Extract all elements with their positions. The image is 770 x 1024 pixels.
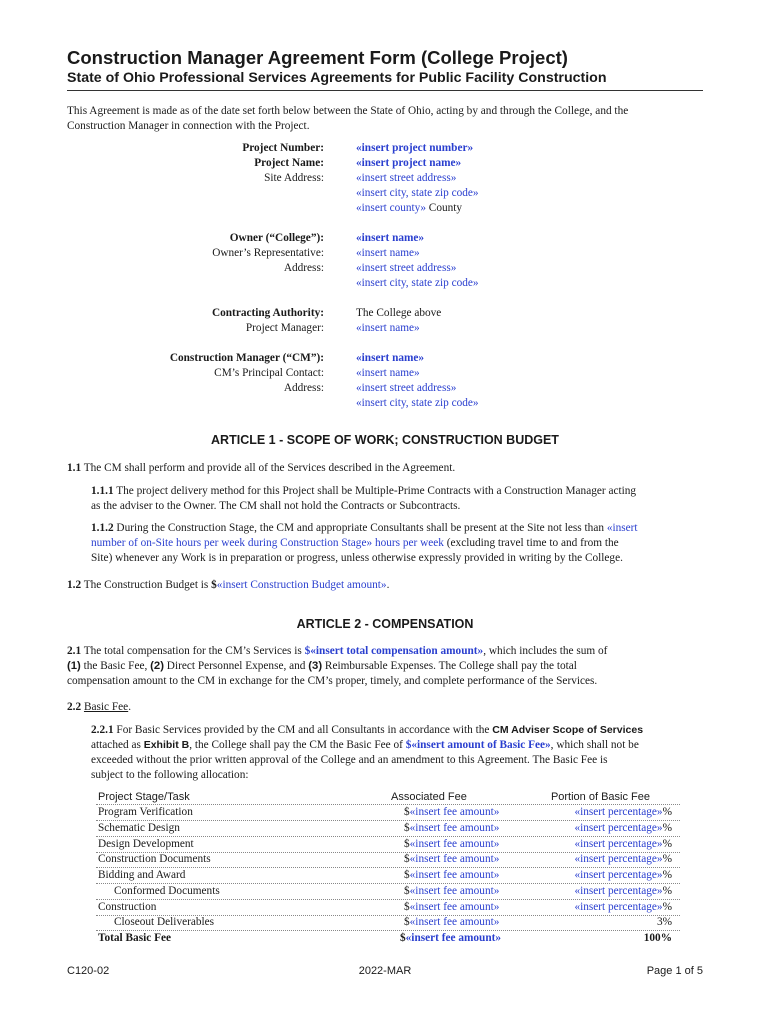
site-address-label: Site Address: bbox=[264, 172, 324, 184]
fee-amount-field[interactable]: «insert fee amount» bbox=[409, 837, 500, 850]
owner-street-value[interactable]: «insert street address» bbox=[356, 262, 457, 274]
paragraph-1-1 bbox=[67, 461, 703, 476]
total-fee bbox=[400, 931, 501, 946]
associated-fee bbox=[404, 915, 499, 930]
paragraph-2-2-1 bbox=[91, 723, 703, 783]
site-city-value[interactable]: «insert city, state zip code» bbox=[356, 187, 479, 199]
owner-rep-value[interactable]: «insert name» bbox=[356, 247, 420, 259]
paragraph-text: The project delivery method for this Project shall be Multiple-Prime Contracts with a Construction Manager acting bbox=[113, 485, 637, 497]
allocation-total-row bbox=[96, 931, 680, 947]
intro-line-2: Construction Manager in connection with the Project. bbox=[67, 120, 310, 132]
county-suffix: County bbox=[425, 202, 463, 214]
dollar-sign: $ bbox=[404, 837, 410, 850]
owner-address-label: Address: bbox=[283, 262, 324, 274]
stage-name: Schematic Design bbox=[98, 821, 180, 834]
allocation-row bbox=[96, 805, 680, 821]
document-subtitle: State of Ohio Professional Services Agreements for Public Facility Construction bbox=[67, 70, 607, 86]
portion-of-fee bbox=[574, 884, 672, 899]
paragraph-text: During the Construction Stage, the CM and appropriate Consultants shall be present at the Site not less than bbox=[113, 522, 607, 534]
dollar-sign: $ bbox=[404, 916, 410, 929]
percent-sign: % bbox=[662, 869, 672, 881]
paragraph-1-1-2 bbox=[91, 521, 703, 566]
percent-sign: % bbox=[662, 821, 672, 834]
dollar-sign: $ bbox=[404, 900, 410, 913]
article-2-heading: ARTICLE 2 - COMPENSATION bbox=[296, 617, 474, 631]
paragraph-text: Site) whenever any Work is in preparation or progress, unless otherwise expressly provided in writing by the College. bbox=[91, 552, 623, 564]
cm-address-label: Address: bbox=[283, 382, 324, 394]
document-title: Construction Manager Agreement Form (College Project) bbox=[67, 47, 568, 68]
intro-line-1: This Agreement is made as of the date set forth below between the State of Ohio, acting by and through the College, and the bbox=[67, 105, 629, 117]
paragraph-text: The total compensation for the CM’s Services is bbox=[81, 645, 305, 657]
fee-amount-field[interactable]: «insert fee amount» bbox=[409, 900, 500, 913]
percent-sign: % bbox=[662, 900, 672, 913]
project-manager-value[interactable]: «insert name» bbox=[356, 322, 420, 334]
percent-sign: % bbox=[662, 884, 672, 897]
authority-value: The College above bbox=[356, 307, 442, 319]
paragraph-text: subject to the following allocation: bbox=[91, 769, 249, 781]
percentage-field[interactable]: «insert percentage» bbox=[574, 853, 663, 866]
owner-name-value[interactable]: «insert name» bbox=[356, 232, 425, 244]
site-county-value[interactable] bbox=[356, 201, 462, 216]
percentage-field: 3% bbox=[656, 916, 672, 929]
title-rule bbox=[67, 90, 703, 91]
project-number-label: Project Number: bbox=[242, 142, 324, 154]
hours-field-cont[interactable]: number of on-Site hours per week during Construction Stage» hours per week bbox=[91, 537, 444, 549]
period: . bbox=[386, 579, 390, 591]
column-header-fee: Associated Fee bbox=[391, 791, 467, 803]
allocation-row bbox=[96, 900, 680, 916]
stage-name: Bidding and Award bbox=[98, 869, 186, 881]
paragraph-text: (excluding travel time to and from the bbox=[443, 537, 619, 549]
percentage-field[interactable]: «insert percentage» bbox=[574, 884, 663, 897]
paragraph-text: , the College shall pay the CM the Basic Fee of bbox=[189, 739, 406, 751]
paragraph-text: attached as bbox=[91, 739, 144, 751]
total-percentage: 100% bbox=[643, 932, 672, 944]
associated-fee bbox=[404, 868, 499, 883]
percentage-field[interactable]: «insert percentage» bbox=[574, 900, 663, 913]
total-fee-field[interactable]: «insert fee amount» bbox=[405, 932, 502, 944]
stage-name: Conformed Documents bbox=[114, 884, 220, 897]
owner-city-value[interactable]: «insert city, state zip code» bbox=[356, 277, 479, 289]
paragraph-text: Direct Personnel Expense, and bbox=[163, 660, 309, 672]
paragraph-text: For Basic Services provided by the CM and all Consultants in accordance with the bbox=[113, 724, 493, 736]
project-number-value[interactable]: «insert project number» bbox=[356, 142, 474, 154]
article-1-heading: ARTICLE 1 - SCOPE OF WORK; CONSTRUCTION BUDGET bbox=[211, 433, 559, 447]
section-number: 1.1.2 bbox=[91, 522, 114, 534]
cm-city-value[interactable]: «insert city, state zip code» bbox=[356, 397, 479, 409]
associated-fee bbox=[404, 805, 499, 820]
total-compensation-field[interactable]: $«insert total compensation amount» bbox=[304, 645, 484, 657]
fee-amount-field[interactable]: «insert fee amount» bbox=[409, 884, 500, 897]
portion-of-fee bbox=[574, 837, 672, 852]
associated-fee bbox=[404, 900, 499, 915]
section-number: 2.2 bbox=[67, 701, 82, 713]
section-number: 1.2 bbox=[67, 579, 82, 591]
column-header-stage: Project Stage/Task bbox=[98, 791, 190, 803]
site-street-value[interactable]: «insert street address» bbox=[356, 172, 457, 184]
paragraph-text: Reimbursable Expenses. The College shall pay the total bbox=[322, 660, 577, 672]
dollar-sign: $ bbox=[404, 869, 410, 881]
item-number: (2) bbox=[150, 660, 164, 672]
allocation-row bbox=[96, 821, 680, 837]
allocation-table-header bbox=[96, 790, 680, 805]
percentage-field[interactable]: «insert percentage» bbox=[574, 869, 663, 881]
cm-contact-label: CM’s Principal Contact: bbox=[214, 367, 324, 379]
item-number: (3) bbox=[308, 660, 323, 672]
allocation-row bbox=[96, 915, 680, 931]
paragraph-text: The Construction Budget is bbox=[81, 579, 212, 591]
percentage-field[interactable]: «insert percentage» bbox=[574, 821, 663, 834]
fee-amount-field[interactable]: «insert fee amount» bbox=[409, 806, 500, 818]
portion-of-fee bbox=[574, 900, 672, 915]
paragraph-text: The CM shall perform and provide all of the Services described in the Agreement. bbox=[81, 462, 456, 474]
paragraph-text: exceeded without the prior written approval of the College and an amendment to this Agreement. The Basic Fee is bbox=[91, 754, 608, 766]
dollar-sign: $ bbox=[404, 853, 410, 866]
stage-name: Program Verification bbox=[98, 806, 193, 818]
basic-fee-heading: Basic Fee bbox=[83, 701, 129, 713]
paragraph-text: compensation amount to the CM in exchange for the CM’s proper, timely, and complete performance of the Services. bbox=[67, 675, 598, 687]
project-name-label: Project Name: bbox=[254, 157, 324, 169]
period: . bbox=[128, 701, 132, 713]
project-name-value[interactable]: «insert project name» bbox=[356, 157, 462, 169]
fee-amount-field[interactable]: «insert fee amount» bbox=[409, 853, 500, 866]
paragraph-text: as the adviser to the Owner. The CM shall not hold the Contracts or Subcontracts. bbox=[91, 500, 461, 512]
dollar-sign: $ bbox=[404, 821, 410, 834]
project-manager-label: Project Manager: bbox=[245, 322, 324, 334]
fee-amount-field[interactable]: «insert fee amount» bbox=[409, 821, 500, 834]
basic-fee-field[interactable]: $«insert amount of Basic Fee» bbox=[405, 739, 551, 751]
authority-label: Contracting Authority: bbox=[211, 307, 324, 319]
footer-revision-date: 2022-MAR bbox=[358, 965, 412, 977]
portion-of-fee bbox=[574, 852, 672, 867]
associated-fee bbox=[404, 884, 499, 899]
item-number: (1) bbox=[67, 660, 81, 672]
percent-sign: % bbox=[662, 853, 672, 866]
portion-of-fee bbox=[574, 868, 672, 883]
cm-contact-value[interactable]: «insert name» bbox=[356, 367, 420, 379]
owner-rep-label: Owner’s Representative: bbox=[212, 247, 324, 259]
section-number: 2.2.1 bbox=[91, 724, 114, 736]
stage-name: Construction bbox=[98, 900, 157, 913]
owner-label: Owner (“College”): bbox=[229, 232, 324, 244]
dollar-sign: $ bbox=[404, 806, 410, 818]
stage-name: Closeout Deliverables bbox=[114, 916, 215, 929]
dollar-sign: $ bbox=[400, 932, 406, 944]
cm-name-value[interactable]: «insert name» bbox=[356, 352, 425, 364]
portion-of-fee bbox=[574, 821, 672, 836]
stage-name: Construction Documents bbox=[98, 853, 211, 866]
section-number: 1.1.1 bbox=[91, 485, 114, 497]
section-number: 2.1 bbox=[67, 645, 82, 657]
footer-form-number: C120-02 bbox=[67, 965, 110, 977]
paragraph-2-1 bbox=[67, 644, 703, 689]
fee-amount-field[interactable]: «insert fee amount» bbox=[409, 916, 500, 929]
construction-budget-field[interactable]: «insert Construction Budget amount» bbox=[216, 579, 387, 591]
allocation-row bbox=[96, 837, 680, 853]
intro-paragraph bbox=[67, 104, 703, 134]
paragraph-text: , which includes the sum of bbox=[483, 645, 608, 657]
exhibit-reference: Exhibit B bbox=[143, 739, 190, 751]
cm-label: Construction Manager (“CM”): bbox=[169, 352, 324, 364]
paragraph-1-2 bbox=[67, 578, 703, 593]
paragraph-text: the Basic Fee, bbox=[80, 660, 151, 672]
allocation-row bbox=[96, 852, 680, 868]
stage-name: Design Development bbox=[98, 837, 194, 850]
percent-sign: % bbox=[662, 806, 672, 818]
associated-fee bbox=[404, 821, 499, 836]
cm-street-value[interactable]: «insert street address» bbox=[356, 382, 457, 394]
footer-page-number: Page 1 of 5 bbox=[646, 965, 703, 977]
fee-amount-field[interactable]: «insert fee amount» bbox=[409, 869, 500, 881]
associated-fee bbox=[404, 852, 499, 867]
portion-of-fee bbox=[574, 805, 672, 820]
section-number: 1.1 bbox=[67, 462, 82, 474]
allocation-row bbox=[96, 884, 680, 900]
portion-of-fee bbox=[657, 915, 672, 930]
paragraph-1-1-1 bbox=[91, 484, 703, 514]
percentage-field[interactable]: «insert percentage» bbox=[574, 806, 663, 818]
percent-sign: % bbox=[662, 837, 672, 850]
scope-reference: CM Adviser Scope of Services bbox=[492, 724, 644, 736]
hours-field[interactable]: «insert bbox=[606, 522, 638, 534]
column-header-portion: Portion of Basic Fee bbox=[550, 791, 650, 803]
paragraph-text: , which shall not be bbox=[550, 739, 639, 751]
paragraph-2-2 bbox=[67, 700, 703, 715]
dollar-sign: $ bbox=[211, 579, 217, 591]
allocation-row bbox=[96, 868, 680, 884]
associated-fee bbox=[404, 837, 499, 852]
county-field[interactable]: «insert county» bbox=[356, 202, 426, 214]
dollar-sign: $ bbox=[404, 884, 410, 897]
total-label: Total Basic Fee bbox=[98, 932, 172, 944]
percentage-field[interactable]: «insert percentage» bbox=[574, 837, 663, 850]
